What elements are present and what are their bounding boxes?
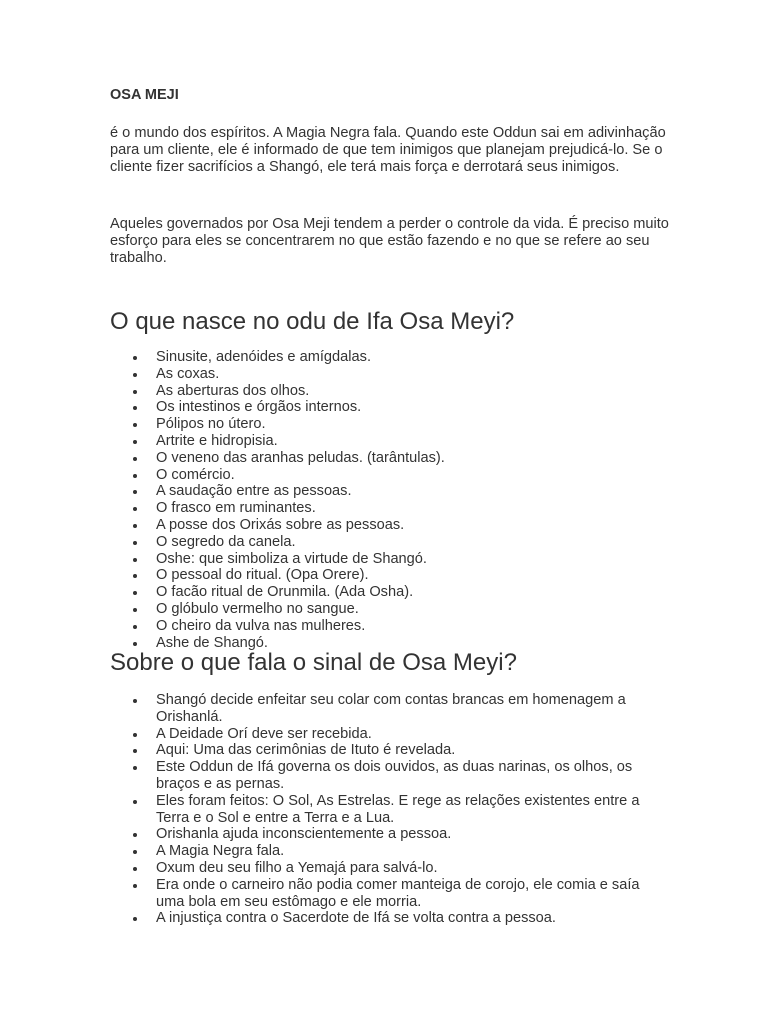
list-item xyxy=(156,399,670,416)
bullet-icon xyxy=(133,507,137,511)
bullet-icon xyxy=(133,423,137,427)
governance-paragraph: Aqueles governados por Osa Meji tendem a perder o controle da vida. É preciso muito esforço para eles se concentrarem no que estão fazendo e no que se refere ao seu trabalho. xyxy=(110,216,669,266)
bullet-icon xyxy=(133,850,137,854)
list-item xyxy=(156,618,670,635)
list-item xyxy=(156,826,670,843)
list-item-text: O segredo da canela. xyxy=(156,533,296,550)
bullet-icon xyxy=(133,390,137,394)
list-item xyxy=(156,910,670,927)
list-item xyxy=(156,500,670,517)
list-item-text: A Magia Negra fala. xyxy=(156,843,285,860)
list-item-text: A Deidade Orí deve ser recebida. xyxy=(156,725,372,742)
list-item-text: As aberturas dos olhos. xyxy=(156,382,310,399)
list-item xyxy=(156,877,670,911)
list-item-text: Eles foram feitos: O Sol, As Estrelas. E rege as relações existentes entre a Terra e o Sol e entre a Terra e a Lua. xyxy=(156,792,640,826)
list-item xyxy=(156,584,670,601)
list-item-text: Pólipos no útero. xyxy=(156,416,266,433)
list-item xyxy=(156,692,670,726)
bullet-icon xyxy=(133,833,137,837)
bullet-icon xyxy=(133,524,137,528)
list-item xyxy=(156,759,670,793)
bullet-icon xyxy=(133,356,137,360)
list-item-text: Este Oddun de Ifá governa os dois ouvidos, as duas narinas, os olhos, os braços e as pernas. xyxy=(156,759,633,792)
bullet-icon xyxy=(133,800,137,804)
speaks-list xyxy=(110,692,670,927)
list-item-text: A posse dos Orixás sobre as pessoas. xyxy=(156,516,405,533)
list-item-text: O facão ritual de Orunmila. (Ada Osha). xyxy=(156,584,414,601)
list-item-text: Oxum deu seu filho a Yemajá para salvá-lo. xyxy=(156,859,438,876)
list-item xyxy=(156,601,670,618)
list-item-text: As coxas. xyxy=(156,365,220,382)
born-list xyxy=(110,349,670,651)
list-item xyxy=(156,366,670,383)
list-item xyxy=(156,349,670,366)
bullet-icon xyxy=(133,867,137,871)
bullet-icon xyxy=(133,373,137,377)
list-item-text: O comércio. xyxy=(156,466,235,483)
bullet-icon xyxy=(133,574,137,578)
list-item xyxy=(156,517,670,534)
section-heading-speaks: Sobre o que fala o sinal de Osa Meyi? xyxy=(110,649,517,676)
bullet-icon xyxy=(133,440,137,444)
bullet-icon xyxy=(133,749,137,753)
bullet-icon xyxy=(133,917,137,921)
list-item xyxy=(156,742,670,759)
bullet-icon xyxy=(133,642,137,646)
bullet-icon xyxy=(133,541,137,545)
list-item-text: Aqui: Uma das cerimônias de Ituto é revelada. xyxy=(156,742,456,759)
intro-paragraph: é o mundo dos espíritos. A Magia Negra fala. Quando este Oddun sai em adivinhação para um cliente, ele é informado de que tem inimigos que planejam prejudicá-lo. Se o cliente fizer sacrifícios a Shangó, ele terá mais força e derrotará seus inimigos. xyxy=(110,125,666,175)
list-item-text: Os intestinos e órgãos internos. xyxy=(156,399,362,416)
bullet-icon xyxy=(133,699,137,703)
list-item-text: Shangó decide enfeitar seu colar com contas brancas em homenagem a Orishanlá. xyxy=(156,692,626,725)
bullet-icon xyxy=(133,558,137,562)
list-item-text: O cheiro da vulva nas mulheres. xyxy=(156,617,366,634)
list-item xyxy=(156,383,670,400)
bullet-icon xyxy=(133,474,137,478)
bullet-icon xyxy=(133,490,137,494)
list-item xyxy=(156,450,670,467)
list-item xyxy=(156,843,670,860)
list-item-text: O veneno das aranhas peludas. (tarântulas). xyxy=(156,449,445,466)
list-item xyxy=(156,467,670,484)
list-item xyxy=(156,483,670,500)
bullet-icon xyxy=(133,733,137,737)
list-item xyxy=(156,416,670,433)
list-item-text: O pessoal do ritual. (Opa Orere). xyxy=(156,567,369,584)
list-item-text: A saudação entre as pessoas. xyxy=(156,483,352,500)
list-item-text: A injustiça contra o Sacerdote de Ifá se volta contra a pessoa. xyxy=(156,910,556,927)
list-item xyxy=(156,567,670,584)
list-item-text: Orishanla ajuda inconscientemente a pessoa. xyxy=(156,826,452,843)
bullet-icon xyxy=(133,406,137,410)
list-item xyxy=(156,433,670,450)
list-item xyxy=(156,726,670,743)
list-item xyxy=(156,534,670,551)
list-item-text: Ashe de Shangó. xyxy=(156,634,268,651)
list-item-text: O frasco em ruminantes. xyxy=(156,500,316,517)
list-item-text: Oshe: que simboliza a virtude de Shangó. xyxy=(156,550,427,567)
bullet-icon xyxy=(133,608,137,612)
list-item xyxy=(156,793,670,827)
section-heading-born: O que nasce no odu de Ifa Osa Meyi? xyxy=(110,308,515,335)
list-item xyxy=(156,551,670,568)
list-item-text: Artrite e hidropisia. xyxy=(156,432,278,449)
document-title: OSA MEJI xyxy=(110,87,179,103)
bullet-icon xyxy=(133,591,137,595)
bullet-icon xyxy=(133,625,137,629)
bullet-icon xyxy=(133,766,137,770)
list-item-text: Sinusite, adenóides e amígdalas. xyxy=(156,349,371,365)
bullet-icon xyxy=(133,457,137,461)
bullet-icon xyxy=(133,884,137,888)
list-item-text: Era onde o carneiro não podia comer manteiga de corojo, ele comia e saía uma bola em seu estômago e ele morria. xyxy=(156,876,640,910)
list-item-text: O glóbulo vermelho no sangue. xyxy=(156,600,359,617)
list-item xyxy=(156,860,670,877)
